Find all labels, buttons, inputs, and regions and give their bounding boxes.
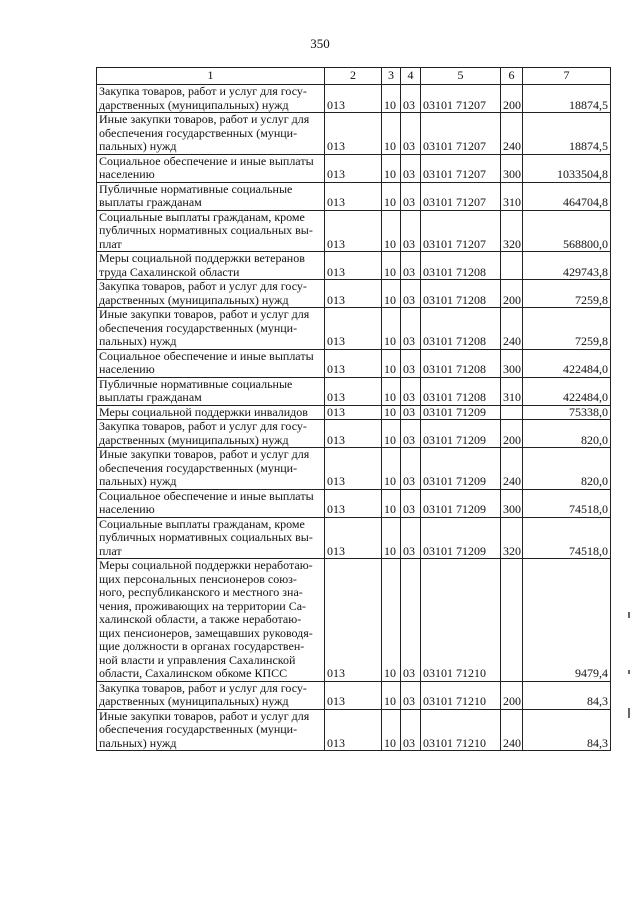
table-row (97, 559, 611, 682)
row-name-cell: Публичные нормативные социальные выплаты гражданам (97, 182, 325, 210)
row-name-cell: Меры социальной поддержки инвалидов (97, 405, 325, 420)
row-value-cell-2: 013 (325, 182, 382, 210)
row-value-cell-4: 03 (401, 308, 421, 350)
row-value-cell-5: 03101 71208 (421, 377, 501, 405)
row-value-cell-4: 03 (401, 420, 421, 448)
row-value-cell-3: 10 (382, 308, 401, 350)
row-value-cell-4: 03 (401, 709, 421, 751)
table-row (97, 252, 611, 280)
row-name-cell: Закупка товаров, работ и услуг для госу- дарственных (муниципальных) нужд (97, 280, 325, 308)
table-row (97, 377, 611, 405)
row-value-cell-6: 240 (501, 709, 523, 751)
row-name-cell: Закупка товаров, работ и услуг для госу- дарственных (муниципальных) нужд (97, 420, 325, 448)
row-name-cell: Закупка товаров, работ и услуг для госу- дарственных (муниципальных) нужд (97, 681, 325, 709)
row-value-cell-3: 10 (382, 85, 401, 113)
row-value-cell-2: 013 (325, 85, 382, 113)
row-value-cell-5: 03101 71210 (421, 559, 501, 682)
header-cell-5: 5 (421, 68, 501, 85)
row-value-cell-6: 320 (501, 517, 523, 559)
table-row (97, 210, 611, 252)
row-value-cell-5: 03101 71209 (421, 448, 501, 490)
row-value-cell-7: 820,0 (523, 420, 611, 448)
row-value-cell-4: 03 (401, 210, 421, 252)
row-value-cell-5: 03101 71210 (421, 709, 501, 751)
row-value-cell-7: 18874,5 (523, 113, 611, 155)
row-name-cell: Иные закупки товаров, работ и услуг для обеспечения государственных (мунци- пальных) нужд (97, 308, 325, 350)
row-value-cell-5: 03101 71208 (421, 280, 501, 308)
table-row (97, 405, 611, 420)
row-value-cell-7: 820,0 (523, 448, 611, 490)
row-value-cell-2: 013 (325, 252, 382, 280)
row-value-cell-7: 84,3 (523, 709, 611, 751)
row-value-cell-3: 10 (382, 681, 401, 709)
table-row (97, 420, 611, 448)
row-value-cell-7: 1033504,8 (523, 154, 611, 182)
row-value-cell-5: 03101 71208 (421, 252, 501, 280)
scan-margin-marks (628, 612, 634, 732)
row-value-cell-5: 03101 71209 (421, 420, 501, 448)
row-value-cell-6: 240 (501, 113, 523, 155)
row-value-cell-4: 03 (401, 280, 421, 308)
row-value-cell-2: 013 (325, 210, 382, 252)
row-value-cell-3: 10 (382, 517, 401, 559)
row-value-cell-3: 10 (382, 420, 401, 448)
row-value-cell-4: 03 (401, 559, 421, 682)
row-value-cell-4: 03 (401, 154, 421, 182)
table-row (97, 489, 611, 517)
budget-table (96, 67, 611, 751)
page-number: 350 (310, 36, 330, 51)
table-row (97, 113, 611, 155)
row-value-cell-2: 013 (325, 559, 382, 682)
row-value-cell-7: 464704,8 (523, 182, 611, 210)
row-value-cell-4: 03 (401, 113, 421, 155)
row-value-cell-2: 013 (325, 489, 382, 517)
row-value-cell-6 (501, 252, 523, 280)
row-name-cell: Социальное обеспечение и иные выплаты населению (97, 489, 325, 517)
row-value-cell-2: 013 (325, 154, 382, 182)
row-value-cell-5: 03101 71207 (421, 182, 501, 210)
row-value-cell-2: 013 (325, 448, 382, 490)
row-value-cell-6: 300 (501, 349, 523, 377)
row-name-cell: Публичные нормативные социальные выплаты гражданам (97, 377, 325, 405)
row-value-cell-5: 03101 71208 (421, 349, 501, 377)
row-value-cell-4: 03 (401, 349, 421, 377)
row-value-cell-4: 03 (401, 377, 421, 405)
row-value-cell-4: 03 (401, 405, 421, 420)
row-value-cell-6: 240 (501, 448, 523, 490)
row-value-cell-3: 10 (382, 252, 401, 280)
table-row (97, 280, 611, 308)
row-value-cell-4: 03 (401, 182, 421, 210)
row-value-cell-5: 03101 71207 (421, 113, 501, 155)
row-value-cell-7: 568800,0 (523, 210, 611, 252)
row-value-cell-2: 013 (325, 377, 382, 405)
row-value-cell-6: 310 (501, 182, 523, 210)
row-name-cell: Социальные выплаты гражданам, кроме публичных нормативных социальных вы- плат (97, 517, 325, 559)
table-row (97, 709, 611, 751)
row-name-cell: Закупка товаров, работ и услуг для госу- дарственных (муниципальных) нужд (97, 85, 325, 113)
table-row (97, 681, 611, 709)
row-value-cell-5: 03101 71208 (421, 308, 501, 350)
row-value-cell-7: 7259,8 (523, 280, 611, 308)
row-value-cell-7: 429743,8 (523, 252, 611, 280)
row-value-cell-4: 03 (401, 517, 421, 559)
table-row (97, 448, 611, 490)
row-value-cell-3: 10 (382, 182, 401, 210)
row-value-cell-2: 013 (325, 709, 382, 751)
row-value-cell-7: 74518,0 (523, 489, 611, 517)
row-value-cell-5: 03101 71209 (421, 489, 501, 517)
row-name-cell: Меры социальной поддержки ветеранов труда Сахалинской области (97, 252, 325, 280)
row-value-cell-5: 03101 71210 (421, 681, 501, 709)
row-value-cell-6: 200 (501, 681, 523, 709)
row-value-cell-5: 03101 71209 (421, 517, 501, 559)
row-value-cell-6: 320 (501, 210, 523, 252)
row-value-cell-2: 013 (325, 308, 382, 350)
row-value-cell-7: 84,3 (523, 681, 611, 709)
table-row (97, 85, 611, 113)
table-row (97, 349, 611, 377)
header-cell-2: 2 (325, 68, 382, 85)
row-value-cell-2: 013 (325, 349, 382, 377)
row-value-cell-4: 03 (401, 489, 421, 517)
row-value-cell-3: 10 (382, 113, 401, 155)
row-value-cell-3: 10 (382, 210, 401, 252)
header-cell-6: 6 (501, 68, 523, 85)
row-value-cell-5: 03101 71209 (421, 405, 501, 420)
row-value-cell-2: 013 (325, 681, 382, 709)
row-value-cell-5: 03101 71207 (421, 210, 501, 252)
row-value-cell-7: 422484,0 (523, 349, 611, 377)
row-name-cell: Социальные выплаты гражданам, кроме публичных нормативных социальных вы- плат (97, 210, 325, 252)
row-value-cell-6: 300 (501, 154, 523, 182)
row-value-cell-2: 013 (325, 420, 382, 448)
row-value-cell-6: 300 (501, 489, 523, 517)
row-value-cell-3: 10 (382, 448, 401, 490)
row-value-cell-6: 240 (501, 308, 523, 350)
row-value-cell-6: 200 (501, 420, 523, 448)
header-cell-1: 1 (97, 68, 325, 85)
row-value-cell-3: 10 (382, 154, 401, 182)
row-value-cell-2: 013 (325, 405, 382, 420)
row-value-cell-3: 10 (382, 405, 401, 420)
row-name-cell: Иные закупки товаров, работ и услуг для обеспечения государственных (мунци- пальных) нужд (97, 113, 325, 155)
row-value-cell-3: 10 (382, 377, 401, 405)
row-value-cell-4: 03 (401, 681, 421, 709)
row-value-cell-3: 10 (382, 709, 401, 751)
row-value-cell-6: 200 (501, 280, 523, 308)
row-value-cell-3: 10 (382, 349, 401, 377)
row-value-cell-6 (501, 405, 523, 420)
row-value-cell-4: 03 (401, 85, 421, 113)
row-name-cell: Иные закупки товаров, работ и услуг для обеспечения государственных (мунци- пальных) нужд (97, 709, 325, 751)
row-value-cell-3: 10 (382, 280, 401, 308)
table-row (97, 154, 611, 182)
row-value-cell-2: 013 (325, 517, 382, 559)
row-value-cell-7: 18874,5 (523, 85, 611, 113)
row-value-cell-7: 422484,0 (523, 377, 611, 405)
row-value-cell-7: 7259,8 (523, 308, 611, 350)
row-value-cell-6 (501, 559, 523, 682)
header-row (97, 68, 611, 85)
row-value-cell-7: 74518,0 (523, 517, 611, 559)
header-cell-3: 3 (382, 68, 401, 85)
row-name-cell: Иные закупки товаров, работ и услуг для обеспечения государственных (мунци- пальных) нужд (97, 448, 325, 490)
header-cell-7: 7 (523, 68, 611, 85)
row-value-cell-3: 10 (382, 559, 401, 682)
row-value-cell-7: 75338,0 (523, 405, 611, 420)
row-value-cell-5: 03101 71207 (421, 154, 501, 182)
row-value-cell-2: 013 (325, 113, 382, 155)
row-value-cell-5: 03101 71207 (421, 85, 501, 113)
row-name-cell: Социальное обеспечение и иные выплаты населению (97, 154, 325, 182)
table-row (97, 182, 611, 210)
row-value-cell-7: 9479,4 (523, 559, 611, 682)
row-name-cell: Социальное обеспечение и иные выплаты населению (97, 349, 325, 377)
row-value-cell-6: 200 (501, 85, 523, 113)
header-cell-4: 4 (401, 68, 421, 85)
table-row (97, 308, 611, 350)
row-value-cell-3: 10 (382, 489, 401, 517)
row-value-cell-4: 03 (401, 252, 421, 280)
row-name-cell: Меры социальной поддержки неработаю- щих персональных пенсионеров союз- ного, республиканского и местного зна- чения, проживающих на территории Са- халинской области, а также неработаю- щих пенсионеров, замещавших руководя- щие должности в органах государствен- ной власти и управления Сахалинской области, Сахалинском обкоме КПСС (97, 559, 325, 682)
row-value-cell-6: 310 (501, 377, 523, 405)
row-value-cell-2: 013 (325, 280, 382, 308)
row-value-cell-4: 03 (401, 448, 421, 490)
table-row (97, 517, 611, 559)
